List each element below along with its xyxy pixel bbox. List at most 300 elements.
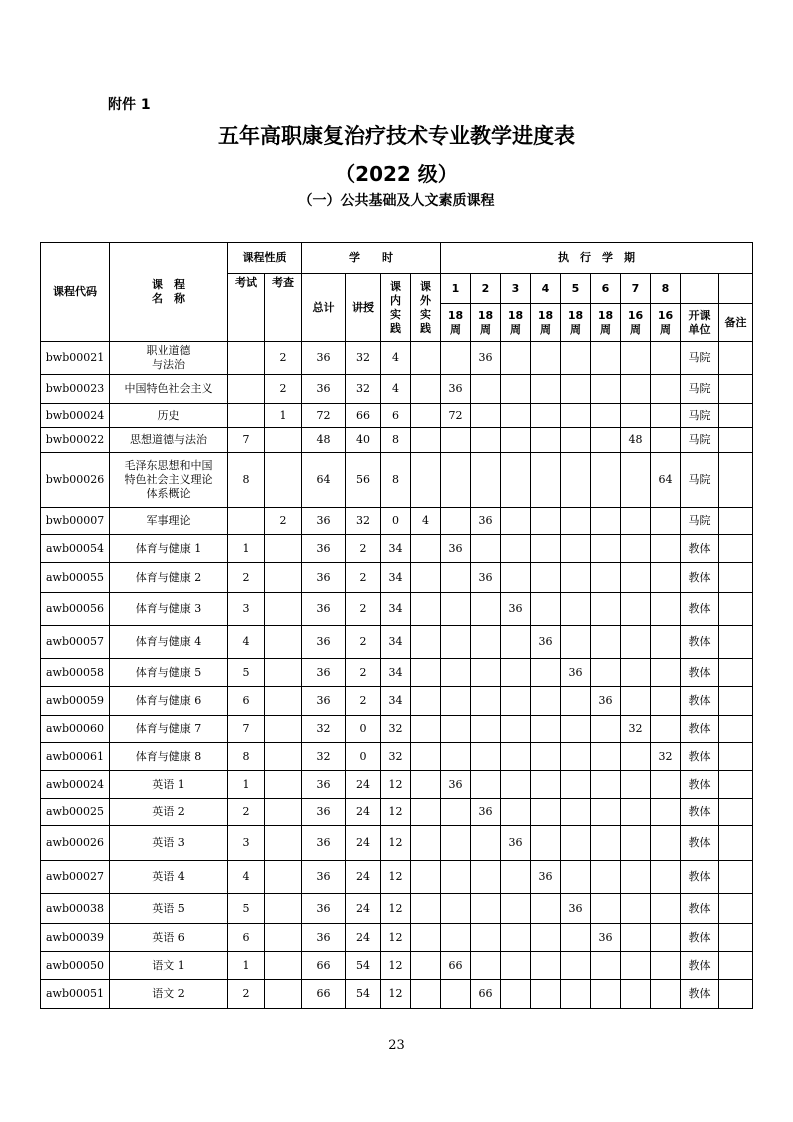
course-code-cell: awb00024 — [41, 771, 110, 799]
course-code-cell: awb00027 — [41, 861, 110, 894]
total-hours-cell: 36 — [302, 626, 346, 659]
semester-8-cell — [651, 924, 681, 952]
check-cell — [265, 687, 302, 716]
unit-cell: 教体 — [681, 743, 719, 771]
semester-8-cell — [651, 716, 681, 743]
check-cell — [265, 894, 302, 924]
semester-6-cell — [591, 952, 621, 980]
semester-5-cell — [561, 535, 591, 563]
semester-3-cell — [501, 535, 531, 563]
semester-4-cell — [531, 342, 561, 375]
out-practice-cell — [411, 894, 441, 924]
lecture-hours-cell: 0 — [346, 716, 381, 743]
semester-1-cell: 36 — [441, 535, 471, 563]
header-unit: 开课 单位 — [681, 304, 719, 342]
lecture-hours-cell: 0 — [346, 743, 381, 771]
semester-5-cell — [561, 375, 591, 404]
semester-7-cell — [621, 861, 651, 894]
lecture-hours-cell: 2 — [346, 535, 381, 563]
table-row — [41, 980, 753, 1009]
unit-cell: 马院 — [681, 404, 719, 428]
semester-7-cell — [621, 375, 651, 404]
header-nature: 课程性质 — [228, 243, 302, 274]
semester-2-cell — [471, 861, 501, 894]
semester-1-cell — [441, 826, 471, 861]
semester-1-cell — [441, 626, 471, 659]
total-hours-cell: 64 — [302, 453, 346, 508]
semester-6-cell — [591, 826, 621, 861]
check-cell — [265, 453, 302, 508]
total-hours-cell: 36 — [302, 924, 346, 952]
semester-1-cell — [441, 743, 471, 771]
semester-7-cell — [621, 508, 651, 535]
in-practice-cell: 12 — [381, 826, 411, 861]
exam-cell: 2 — [228, 563, 265, 593]
exam-cell: 5 — [228, 659, 265, 687]
out-practice-cell — [411, 453, 441, 508]
semester-2-cell — [471, 716, 501, 743]
semester-3-cell — [501, 342, 531, 375]
semester-8-cell — [651, 980, 681, 1009]
in-practice-cell: 32 — [381, 743, 411, 771]
semester-2-cell — [471, 894, 501, 924]
course-name-cell: 英语 3 — [110, 826, 228, 861]
semester-5-cell — [561, 771, 591, 799]
semester-4-cell — [531, 743, 561, 771]
lecture-hours-cell: 54 — [346, 952, 381, 980]
semester-2-cell — [471, 743, 501, 771]
semester-5-cell — [561, 342, 591, 375]
semester-7-cell — [621, 342, 651, 375]
table-row — [41, 593, 753, 626]
semester-5-cell — [561, 404, 591, 428]
semester-2-cell — [471, 659, 501, 687]
course-code-cell: awb00051 — [41, 980, 110, 1009]
in-practice-cell: 0 — [381, 508, 411, 535]
header-sem-4: 4 — [531, 274, 561, 304]
header-course-name: 课 程 名 称 — [110, 243, 228, 342]
total-hours-cell: 36 — [302, 861, 346, 894]
semester-3-cell: 36 — [501, 826, 531, 861]
semester-6-cell — [591, 894, 621, 924]
header-sem-3: 3 — [501, 274, 531, 304]
course-code-cell: awb00039 — [41, 924, 110, 952]
in-practice-cell: 6 — [381, 404, 411, 428]
semester-1-cell — [441, 716, 471, 743]
in-practice-cell: 12 — [381, 952, 411, 980]
semester-4-cell — [531, 593, 561, 626]
semester-2-cell — [471, 593, 501, 626]
semester-6-cell — [591, 428, 621, 453]
semester-6-cell: 36 — [591, 687, 621, 716]
semester-7-cell — [621, 453, 651, 508]
table-row — [41, 453, 753, 508]
out-practice-cell — [411, 659, 441, 687]
semester-8-cell — [651, 342, 681, 375]
check-cell — [265, 626, 302, 659]
in-practice-cell: 12 — [381, 924, 411, 952]
semester-8-cell — [651, 593, 681, 626]
lecture-hours-cell: 40 — [346, 428, 381, 453]
course-name-cell: 语文 1 — [110, 952, 228, 980]
remark-cell — [719, 593, 753, 626]
check-cell — [265, 535, 302, 563]
lecture-hours-cell: 2 — [346, 593, 381, 626]
out-practice-cell — [411, 563, 441, 593]
course-name-cell: 体育与健康 1 — [110, 535, 228, 563]
table-row — [41, 687, 753, 716]
semester-6-cell — [591, 404, 621, 428]
semester-3-cell — [501, 861, 531, 894]
out-practice-cell — [411, 799, 441, 826]
course-name-cell: 英语 6 — [110, 924, 228, 952]
semester-1-cell: 66 — [441, 952, 471, 980]
lecture-hours-cell: 2 — [346, 687, 381, 716]
table-row — [41, 861, 753, 894]
course-name-cell: 体育与健康 2 — [110, 563, 228, 593]
semester-5-cell: 36 — [561, 659, 591, 687]
check-cell: 2 — [265, 508, 302, 535]
course-code-cell: bwb00024 — [41, 404, 110, 428]
semester-2-cell: 36 — [471, 563, 501, 593]
semester-2-cell — [471, 826, 501, 861]
remark-cell — [719, 404, 753, 428]
semester-7-cell — [621, 687, 651, 716]
semester-6-cell — [591, 342, 621, 375]
exam-cell: 6 — [228, 924, 265, 952]
semester-6-cell — [591, 535, 621, 563]
semester-8-cell — [651, 428, 681, 453]
semester-5-cell — [561, 428, 591, 453]
semester-5-cell — [561, 743, 591, 771]
semester-8-cell — [651, 535, 681, 563]
semester-5-cell — [561, 563, 591, 593]
table-row — [41, 508, 753, 535]
course-code-cell: awb00058 — [41, 659, 110, 687]
course-name-cell: 历史 — [110, 404, 228, 428]
semester-1-cell: 36 — [441, 375, 471, 404]
table-row — [41, 716, 753, 743]
semester-3-cell — [501, 743, 531, 771]
table-row — [41, 799, 753, 826]
out-practice-cell — [411, 952, 441, 980]
unit-cell: 教体 — [681, 716, 719, 743]
semester-2-cell — [471, 924, 501, 952]
lecture-hours-cell: 2 — [346, 659, 381, 687]
grade-subtitle: （2022 级） — [335, 162, 458, 186]
total-hours-cell: 36 — [302, 894, 346, 924]
in-practice-cell: 12 — [381, 980, 411, 1009]
course-code-cell: bwb00021 — [41, 342, 110, 375]
unit-cell: 马院 — [681, 453, 719, 508]
table-row — [41, 428, 753, 453]
out-practice-cell — [411, 716, 441, 743]
semester-6-cell — [591, 626, 621, 659]
lecture-hours-cell: 24 — [346, 861, 381, 894]
check-cell — [265, 952, 302, 980]
total-hours-cell: 36 — [302, 563, 346, 593]
header-in-practice: 课 内 实 践 — [381, 274, 411, 342]
semester-6-cell — [591, 453, 621, 508]
semester-7-cell — [621, 894, 651, 924]
semester-7-cell — [621, 980, 651, 1009]
semester-8-cell — [651, 375, 681, 404]
course-code-cell: bwb00026 — [41, 453, 110, 508]
lecture-hours-cell: 54 — [346, 980, 381, 1009]
semester-8-cell: 64 — [651, 453, 681, 508]
header-check: 考查 — [265, 274, 302, 342]
out-practice-cell — [411, 980, 441, 1009]
header-sem-5: 5 — [561, 274, 591, 304]
semester-7-cell — [621, 799, 651, 826]
table-row — [41, 952, 753, 980]
in-practice-cell: 4 — [381, 342, 411, 375]
unit-cell: 教体 — [681, 826, 719, 861]
out-practice-cell — [411, 535, 441, 563]
table-row — [41, 535, 753, 563]
exam-cell: 1 — [228, 535, 265, 563]
out-practice-cell — [411, 342, 441, 375]
semester-6-cell — [591, 508, 621, 535]
exam-cell: 6 — [228, 687, 265, 716]
semester-3-cell — [501, 952, 531, 980]
in-practice-cell: 34 — [381, 593, 411, 626]
total-hours-cell: 72 — [302, 404, 346, 428]
check-cell — [265, 861, 302, 894]
total-hours-cell: 36 — [302, 535, 346, 563]
exam-cell — [228, 342, 265, 375]
course-code-cell: awb00059 — [41, 687, 110, 716]
unit-cell: 教体 — [681, 563, 719, 593]
semester-4-cell — [531, 404, 561, 428]
in-practice-cell: 12 — [381, 799, 411, 826]
exam-cell: 5 — [228, 894, 265, 924]
unit-cell: 教体 — [681, 861, 719, 894]
total-hours-cell: 36 — [302, 508, 346, 535]
course-code-cell: awb00026 — [41, 826, 110, 861]
semester-5-cell — [561, 626, 591, 659]
check-cell — [265, 428, 302, 453]
out-practice-cell — [411, 428, 441, 453]
in-practice-cell: 12 — [381, 861, 411, 894]
semester-4-cell — [531, 535, 561, 563]
check-cell: 1 — [265, 404, 302, 428]
semester-1-cell — [441, 980, 471, 1009]
unit-cell: 教体 — [681, 799, 719, 826]
semester-2-cell: 36 — [471, 799, 501, 826]
semester-5-cell — [561, 453, 591, 508]
semester-7-cell — [621, 404, 651, 428]
semester-4-cell — [531, 980, 561, 1009]
semester-5-cell — [561, 593, 591, 626]
course-code-cell: awb00055 — [41, 563, 110, 593]
semester-4-cell — [531, 659, 561, 687]
check-cell — [265, 593, 302, 626]
table-row — [41, 826, 753, 861]
unit-cell: 教体 — [681, 535, 719, 563]
in-practice-cell: 34 — [381, 687, 411, 716]
remark-cell — [719, 894, 753, 924]
exam-cell: 7 — [228, 716, 265, 743]
out-practice-cell — [411, 743, 441, 771]
exam-cell — [228, 375, 265, 404]
remark-cell — [719, 743, 753, 771]
exam-cell: 2 — [228, 799, 265, 826]
exam-cell: 1 — [228, 952, 265, 980]
in-practice-cell: 34 — [381, 563, 411, 593]
lecture-hours-cell: 56 — [346, 453, 381, 508]
remark-cell — [719, 799, 753, 826]
total-hours-cell: 32 — [302, 716, 346, 743]
table-row — [41, 894, 753, 924]
course-name-cell: 英语 2 — [110, 799, 228, 826]
lecture-hours-cell: 2 — [346, 626, 381, 659]
table-row — [41, 563, 753, 593]
out-practice-cell — [411, 771, 441, 799]
semester-2-cell: 36 — [471, 342, 501, 375]
out-practice-cell — [411, 924, 441, 952]
semester-2-cell — [471, 453, 501, 508]
header-course-code: 课程代码 — [41, 243, 110, 342]
course-name-cell: 体育与健康 5 — [110, 659, 228, 687]
unit-cell: 教体 — [681, 980, 719, 1009]
semester-2-cell — [471, 404, 501, 428]
table-row — [41, 342, 753, 375]
remark-cell — [719, 535, 753, 563]
semester-3-cell — [501, 980, 531, 1009]
semester-8-cell — [651, 771, 681, 799]
exam-cell: 4 — [228, 861, 265, 894]
in-practice-cell: 32 — [381, 716, 411, 743]
semester-3-cell: 36 — [501, 593, 531, 626]
course-code-cell: bwb00023 — [41, 375, 110, 404]
semester-3-cell — [501, 626, 531, 659]
course-code-cell: awb00061 — [41, 743, 110, 771]
header-sem-8: 8 — [651, 274, 681, 304]
exam-cell: 2 — [228, 980, 265, 1009]
table-row — [41, 924, 753, 952]
semester-6-cell — [591, 593, 621, 626]
semester-5-cell — [561, 508, 591, 535]
semester-6-cell — [591, 659, 621, 687]
semester-8-cell — [651, 952, 681, 980]
course-name-cell: 体育与健康 4 — [110, 626, 228, 659]
in-practice-cell: 12 — [381, 771, 411, 799]
out-practice-cell — [411, 375, 441, 404]
course-name-cell: 军事理论 — [110, 508, 228, 535]
header-hours: 学 时 — [302, 243, 441, 274]
semester-4-cell — [531, 563, 561, 593]
check-cell — [265, 924, 302, 952]
header-weeks-2: 18 周 — [471, 304, 501, 342]
semester-4-cell — [531, 375, 561, 404]
unit-cell: 马院 — [681, 428, 719, 453]
remark-cell — [719, 375, 753, 404]
remark-cell — [719, 861, 753, 894]
course-name-cell: 思想道德与法治 — [110, 428, 228, 453]
semester-7-cell: 32 — [621, 716, 651, 743]
header-weeks-7: 16 周 — [621, 304, 651, 342]
remark-cell — [719, 453, 753, 508]
header-exam: 考试 — [228, 274, 265, 342]
total-hours-cell: 36 — [302, 771, 346, 799]
semester-3-cell — [501, 453, 531, 508]
exam-cell — [228, 404, 265, 428]
total-hours-cell: 36 — [302, 659, 346, 687]
in-practice-cell: 34 — [381, 535, 411, 563]
remark-cell — [719, 428, 753, 453]
course-code-cell: bwb00022 — [41, 428, 110, 453]
semester-1-cell — [441, 861, 471, 894]
unit-cell: 马院 — [681, 342, 719, 375]
remark-cell — [719, 826, 753, 861]
exam-cell: 3 — [228, 593, 265, 626]
semester-1-cell — [441, 593, 471, 626]
semester-6-cell — [591, 563, 621, 593]
semester-8-cell — [651, 508, 681, 535]
course-code-cell: awb00057 — [41, 626, 110, 659]
semester-6-cell — [591, 716, 621, 743]
remark-cell — [719, 952, 753, 980]
semester-1-cell — [441, 894, 471, 924]
total-hours-cell: 66 — [302, 952, 346, 980]
semester-2-cell — [471, 626, 501, 659]
semester-3-cell — [501, 799, 531, 826]
semester-1-cell — [441, 799, 471, 826]
remark-cell — [719, 342, 753, 375]
semester-8-cell — [651, 626, 681, 659]
semester-3-cell — [501, 428, 531, 453]
semester-6-cell — [591, 980, 621, 1009]
semester-7-cell — [621, 593, 651, 626]
header-weeks-3: 18 周 — [501, 304, 531, 342]
course-name-cell: 英语 5 — [110, 894, 228, 924]
semester-8-cell — [651, 563, 681, 593]
lecture-hours-cell: 32 — [346, 342, 381, 375]
header-lecture: 讲授 — [346, 274, 381, 342]
unit-cell: 马院 — [681, 508, 719, 535]
semester-4-cell: 36 — [531, 861, 561, 894]
table-row — [41, 626, 753, 659]
unit-cell: 教体 — [681, 626, 719, 659]
semester-7-cell — [621, 563, 651, 593]
check-cell — [265, 743, 302, 771]
remark-cell — [719, 508, 753, 535]
course-code-cell: bwb00007 — [41, 508, 110, 535]
out-practice-cell — [411, 626, 441, 659]
semester-7-cell — [621, 626, 651, 659]
in-practice-cell: 8 — [381, 428, 411, 453]
table-row — [41, 659, 753, 687]
header-weeks-6: 18 周 — [591, 304, 621, 342]
semester-8-cell — [651, 894, 681, 924]
check-cell — [265, 771, 302, 799]
semester-8-cell — [651, 799, 681, 826]
semester-6-cell — [591, 743, 621, 771]
semester-2-cell: 36 — [471, 508, 501, 535]
semester-4-cell — [531, 508, 561, 535]
check-cell: 2 — [265, 375, 302, 404]
remark-cell — [719, 924, 753, 952]
course-name-cell: 体育与健康 7 — [110, 716, 228, 743]
semester-6-cell — [591, 771, 621, 799]
total-hours-cell: 36 — [302, 593, 346, 626]
semester-7-cell — [621, 659, 651, 687]
semester-3-cell — [501, 375, 531, 404]
header-weeks-8: 16 周 — [651, 304, 681, 342]
semester-6-cell — [591, 861, 621, 894]
semester-3-cell — [501, 716, 531, 743]
